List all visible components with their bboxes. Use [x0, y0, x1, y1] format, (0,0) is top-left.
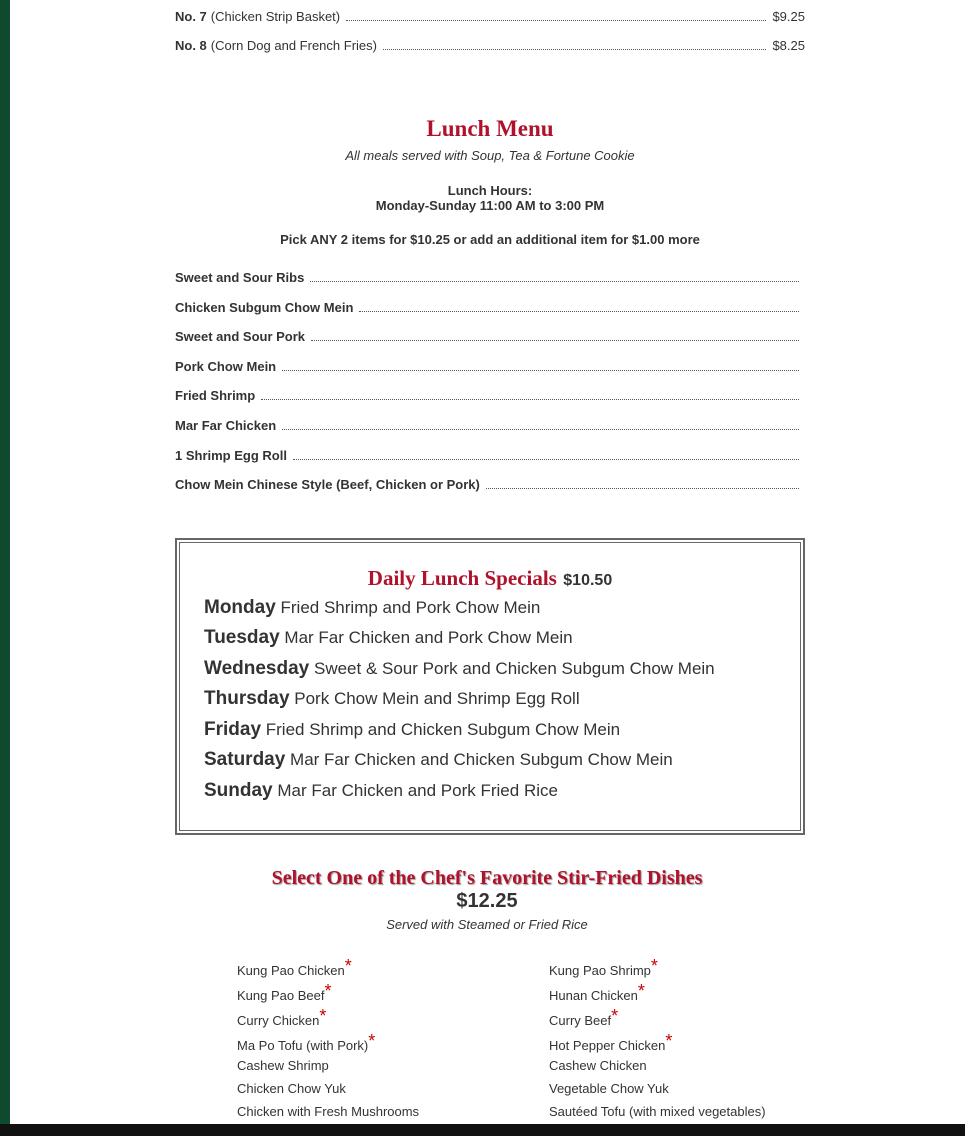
left-border-bar: [0, 0, 10, 1136]
spicy-star-icon: *: [344, 956, 352, 976]
special-line: [204, 719, 620, 741]
dot-leader: [383, 48, 766, 50]
stir-fried-item-name: Kung Pao Shrimp: [549, 963, 651, 978]
stir-fried-item: [237, 1006, 327, 1030]
combo-number: No. 8: [175, 38, 207, 53]
stir-fried-item: [549, 1081, 669, 1096]
stir-fried-item: [549, 1104, 766, 1119]
combo-number: No. 7: [175, 9, 207, 24]
special-dish: Pork Chow Mein and Shrimp Egg Roll: [294, 689, 580, 708]
spicy-star-icon: *: [650, 956, 658, 976]
daily-specials-title: Daily Lunch Specials: [367, 566, 557, 590]
stir-fried-item: [549, 956, 658, 980]
bottom-edge-bar: [0, 1124, 965, 1136]
stir-fried-item-name: Vegetable Chow Yuk: [549, 1081, 669, 1096]
lunch-item-name: Mar Far Chicken: [175, 418, 277, 433]
special-day: Friday: [204, 719, 262, 740]
lunch-menu-subtitle: All meals served with Soup, Tea & Fortune Cookie: [345, 148, 635, 163]
special-day: Tuesday: [204, 627, 280, 648]
stir-fried-item-name: Kung Pao Beef: [237, 988, 325, 1003]
stir-fried-item: [549, 981, 645, 1005]
lunch-menu-title: Lunch Menu: [426, 116, 554, 141]
dot-leader: [311, 339, 799, 341]
spicy-star-icon: *: [637, 981, 645, 1001]
special-line: [204, 597, 540, 619]
special-line: [204, 658, 715, 680]
lunch-item-name: Sweet and Sour Pork: [175, 329, 306, 344]
special-day: Monday: [204, 597, 276, 618]
stir-fried-item: [237, 1058, 329, 1073]
stir-fried-item-name: Cashew Chicken: [549, 1058, 647, 1073]
stir-fried-item-name: Chicken Chow Yuk: [237, 1081, 346, 1096]
combo-description: (Chicken Strip Basket): [210, 9, 341, 24]
stir-fried-title: Select One of the Chef's Favorite Stir-Fried Dishes: [271, 867, 703, 889]
stir-fried-item: [549, 1006, 619, 1030]
spicy-star-icon: *: [368, 1031, 376, 1051]
lunch-hours-label: Lunch Hours:: [447, 183, 533, 198]
stir-fried-item-name: Hunan Chicken: [549, 988, 638, 1003]
lunch-item: [175, 418, 805, 434]
dot-leader: [282, 369, 799, 371]
daily-specials-price: $10.50: [563, 572, 613, 589]
stir-fried-note: Served with Steamed or Fried Rice: [386, 917, 588, 932]
stir-fried-item: [237, 1104, 419, 1119]
stir-fried-item-name: Kung Pao Chicken: [237, 963, 345, 978]
combo-price: $8.25: [772, 38, 805, 53]
spicy-star-icon: *: [611, 1006, 619, 1026]
stir-fried-item: [237, 1031, 376, 1055]
dot-leader: [310, 280, 799, 282]
spicy-star-icon: *: [324, 981, 332, 1001]
stir-fried-item-name: Curry Chicken: [237, 1013, 320, 1028]
special-day: Thursday: [204, 688, 290, 709]
stir-fried-item-name: Cashew Shrimp: [237, 1058, 329, 1073]
lunch-item: [175, 477, 805, 493]
stir-fried-item: [549, 1058, 647, 1073]
stir-fried-item-name: Chicken with Fresh Mushrooms: [237, 1104, 420, 1119]
stir-fried-item: [237, 1081, 346, 1096]
stir-fried-item-name: Curry Beef: [549, 1013, 612, 1028]
dot-leader: [486, 487, 799, 489]
lunch-item: [175, 270, 805, 286]
stir-fried-item-name: Sautéed Tofu (with mixed vegetables): [549, 1104, 766, 1119]
lunch-item-name: 1 Shrimp Egg Roll: [175, 448, 287, 463]
special-day: Sunday: [204, 780, 273, 801]
lunch-item: [175, 448, 805, 464]
lunch-item-name: Sweet and Sour Ribs: [175, 270, 305, 285]
special-line: [204, 780, 558, 802]
dot-leader: [359, 310, 799, 312]
daily-specials-box: [175, 538, 805, 835]
dot-leader: [261, 398, 799, 400]
lunch-item-name: Fried Shrimp: [175, 388, 256, 403]
lunch-item-name: Chicken Subgum Chow Mein: [175, 300, 354, 315]
lunch-hours-value: Monday-Sunday 11:00 AM to 3:00 PM: [375, 198, 605, 213]
special-day: Saturday: [204, 749, 286, 770]
dot-leader: [282, 428, 799, 430]
lunch-item: [175, 359, 805, 375]
lunch-item-name: Chow Mein Chinese Style (Beef, Chicken or Pork): [175, 477, 480, 492]
special-dish: Fried Shrimp and Chicken Subgum Chow Mein: [265, 720, 621, 739]
special-dish: Fried Shrimp and Pork Chow Mein: [280, 598, 541, 617]
daily-specials-header: [177, 566, 803, 591]
lunch-item: [175, 329, 805, 345]
combo-price: $9.25: [772, 9, 805, 24]
lunch-item: [175, 300, 805, 316]
stir-fried-item-name: Ma Po Tofu (with Pork): [237, 1038, 369, 1053]
combo-item: [175, 9, 805, 25]
lunch-item-name: Pork Chow Mein: [175, 359, 277, 374]
special-line: [204, 627, 573, 649]
lunch-item: [175, 388, 805, 404]
special-dish: Mar Far Chicken and Chicken Subgum Chow Mein: [290, 750, 673, 769]
special-line: [204, 688, 580, 710]
stir-fried-price: $12.25: [456, 890, 518, 912]
combo-item: [175, 38, 805, 54]
dot-leader: [293, 458, 799, 460]
special-line: [204, 749, 673, 771]
spicy-star-icon: *: [665, 1031, 673, 1051]
dot-leader: [346, 19, 766, 21]
special-dish: Mar Far Chicken and Pork Chow Mein: [284, 628, 573, 647]
stir-fried-item: [237, 981, 332, 1005]
special-dish: Mar Far Chicken and Pork Fried Rice: [277, 781, 558, 800]
lunch-pick-note: Pick ANY 2 items for $10.25 or add an additional item for $1.00 more: [280, 232, 700, 247]
stir-fried-item: [549, 1031, 673, 1055]
stir-fried-item: [237, 956, 352, 980]
special-dish: Sweet & Sour Pork and Chicken Subgum Chow Mein: [313, 659, 715, 678]
stir-fried-item-name: Hot Pepper Chicken: [549, 1038, 666, 1053]
combo-description: (Corn Dog and French Fries): [210, 38, 377, 53]
special-day: Wednesday: [204, 658, 310, 679]
spicy-star-icon: *: [319, 1006, 327, 1026]
